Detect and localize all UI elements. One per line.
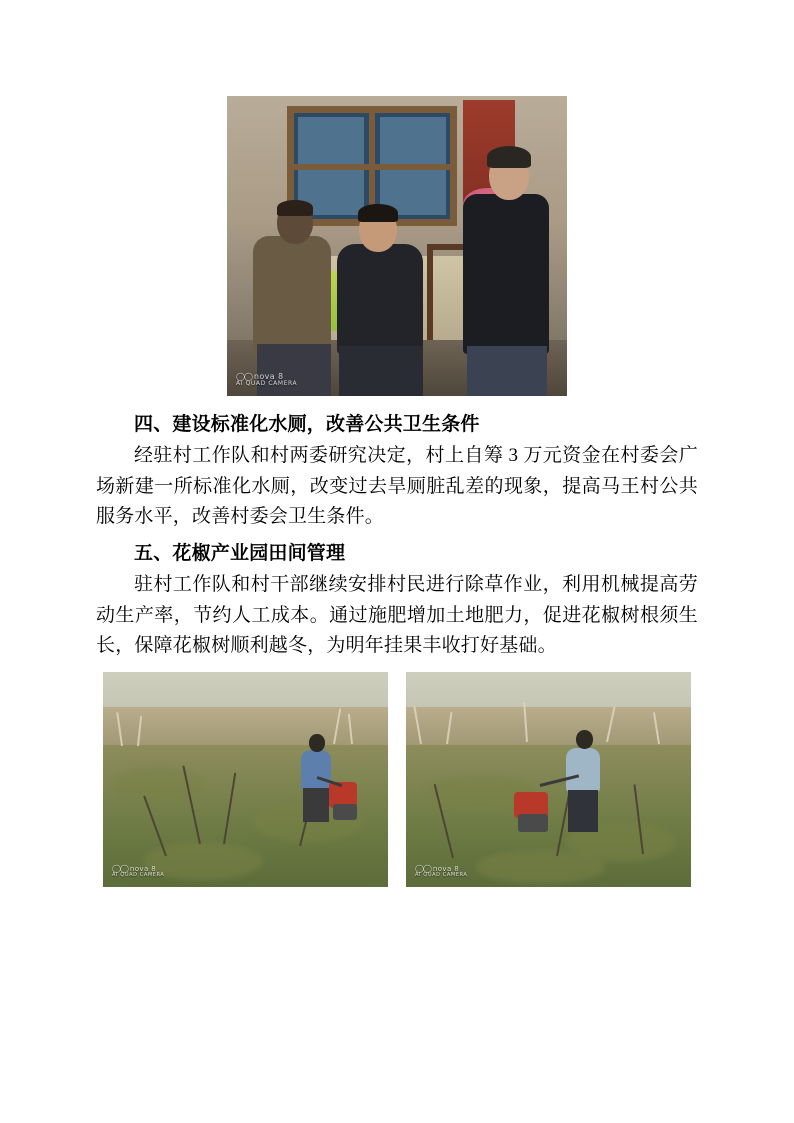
person-seated-center-body [337, 244, 423, 354]
worker-body [566, 748, 600, 792]
photo-weeding-left [103, 672, 388, 887]
person-seated-center-legs [339, 346, 423, 396]
nova-rings-icon: ◯◯ [112, 864, 128, 874]
photo-weeding-right [406, 672, 691, 887]
watermark-sub: AI QUAD CAMERA [415, 872, 468, 879]
tiller-engine [333, 804, 357, 820]
watermark-brand: nova 8 [253, 371, 284, 381]
tiller-engine [518, 814, 548, 832]
worker-head [309, 734, 325, 752]
section-paragraph-4: 经驻村工作队和村两委研究决定，村上自筹 3 万元资金在村委会广场新建一所标准化水厕，改变过去旱厕脏乱差的现象，提高马王村公共服务水平，改善村委会卫生条件。 [96, 444, 698, 528]
section-heading-5: 五、花椒产业园田间管理 [134, 543, 346, 565]
section-heading-4: 四、建设标准化水厕，改善公共卫生条件 [134, 414, 480, 435]
worker-legs [303, 788, 329, 822]
nova-rings-icon: ◯◯ [415, 864, 431, 874]
worker-head [576, 730, 593, 749]
watermark-sub: AI QUAD CAMERA [236, 380, 298, 388]
watermark-sub: AI QUAD CAMERA [112, 872, 165, 879]
worker-legs [568, 790, 598, 832]
nova-rings-icon: ◯◯ [236, 371, 252, 381]
figure-home-visit [96, 96, 698, 396]
person-seated-left-hair [277, 200, 313, 216]
watermark-brand: nova 8 [129, 865, 157, 874]
person-standing-right-hair [487, 146, 531, 168]
photo-village-home-visit [227, 96, 567, 396]
person-seated-left-legs [257, 344, 331, 396]
worker-body [301, 750, 331, 790]
person-standing-right-body [463, 194, 549, 354]
figure-weeding-pair [96, 672, 698, 887]
watermark-brand: nova 8 [432, 865, 460, 874]
section-paragraph-5: 驻村工作队和村干部继续安排村民进行除草作业，利用机械提高劳动生产率，节约人工成本。通过施肥增加土地肥力，促进花椒树根须生长，保障花椒树顺利越冬，为明年挂果丰收打好基础。 [96, 573, 698, 657]
person-seated-center-hair [358, 204, 398, 222]
person-seated-left-body [253, 236, 331, 356]
person-standing-right-legs [467, 346, 547, 396]
